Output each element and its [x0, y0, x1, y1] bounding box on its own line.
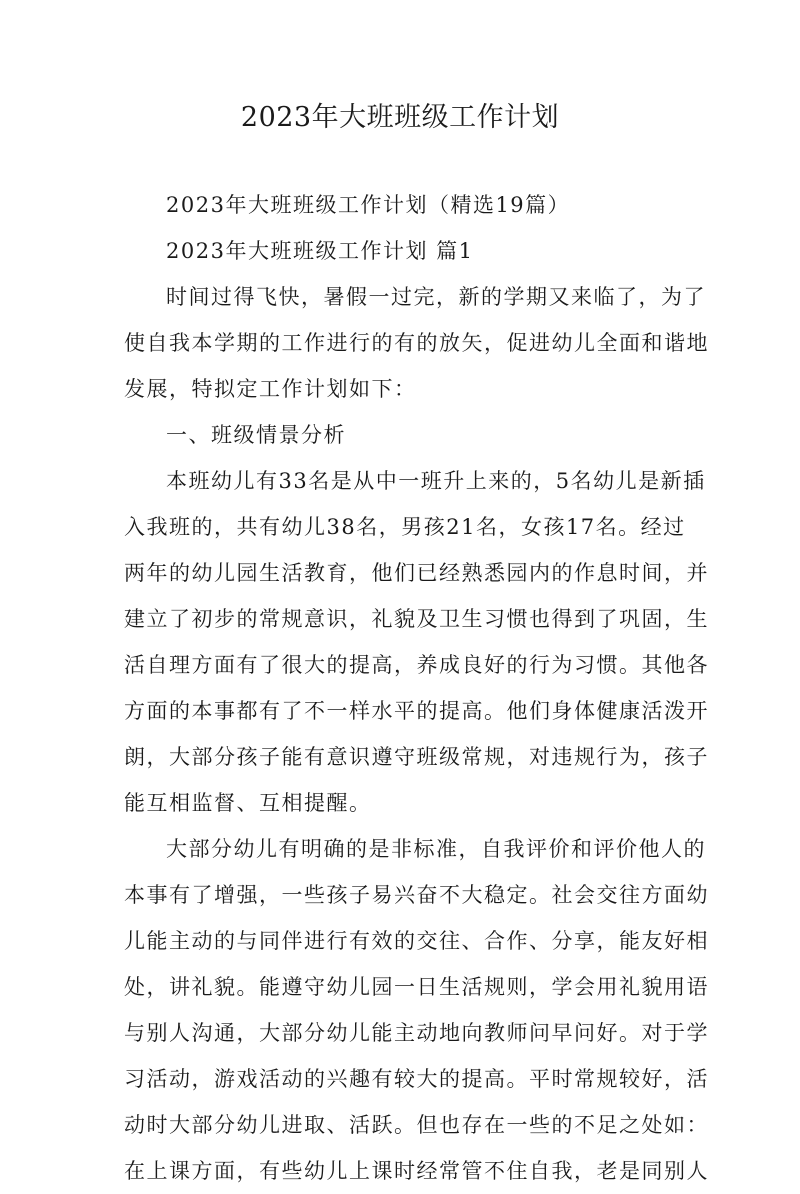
text-line: 2023年大班班级工作计划 篇1 — [166, 239, 474, 263]
document-body — [124, 182, 709, 1194]
text-line: 2023年大班班级工作计划（精选19篇） — [166, 193, 571, 217]
text-line: 入我班的，共有幼儿38名，男孩21名，女孩17名。经过 — [124, 515, 686, 539]
text-line: 能互相监督、互相提醒。 — [124, 791, 372, 815]
text-line: 动时大部分幼儿进取、活跃。但也存在一些的不足之处如： — [124, 1113, 709, 1137]
text-line: 建立了初步的常规意识，礼貌及卫生习惯也得到了巩固，生 — [124, 607, 709, 631]
text-line: 在上课方面，有些幼儿上课时经常管不住自我，老是同别人 — [124, 1159, 709, 1183]
text-line: 两年的幼儿园生活教育，他们已经熟悉园内的作息时间，并 — [124, 561, 709, 585]
text-line: 儿能主动的与同伴进行有效的交往、合作、分享，能友好相 — [124, 929, 709, 953]
text-line: 本班幼儿有33名是从中一班升上来的，5名幼儿是新插 — [166, 469, 706, 493]
text-line: 活自理方面有了很大的提高，养成良好的行为习惯。其他各 — [124, 653, 709, 677]
text-line: 使自我本学期的工作进行的有的放矢，促进幼儿全面和谐地 — [124, 331, 709, 355]
text-line: 方面的本事都有了不一样水平的提高。他们身体健康活泼开 — [124, 699, 709, 723]
text-line: 本事有了增强，一些孩子易兴奋不大稳定。社会交往方面幼 — [124, 883, 709, 907]
text-line: 大部分幼儿有明确的是非标准，自我评价和评价他人的 — [166, 837, 706, 861]
text-line: 与别人沟通，大部分幼儿能主动地向教师问早问好。对于学 — [124, 1021, 709, 1045]
text-line: 一、班级情景分析 — [166, 423, 346, 447]
text-line: 处，讲礼貌。能遵守幼儿园一日生活规则，学会用礼貌用语 — [124, 975, 709, 999]
text-line: 时间过得飞快，暑假一过完，新的学期又来临了，为了 — [166, 285, 706, 309]
text-line: 发展，特拟定工作计划如下： — [124, 377, 417, 401]
text-line: 朗，大部分孩子能有意识遵守班级常规，对违规行为，孩子 — [124, 745, 709, 769]
document-title: 2023年大班班级工作计划 — [240, 102, 560, 133]
text-line: 习活动，游戏活动的兴趣有较大的提高。平时常规较好，活 — [124, 1067, 709, 1091]
